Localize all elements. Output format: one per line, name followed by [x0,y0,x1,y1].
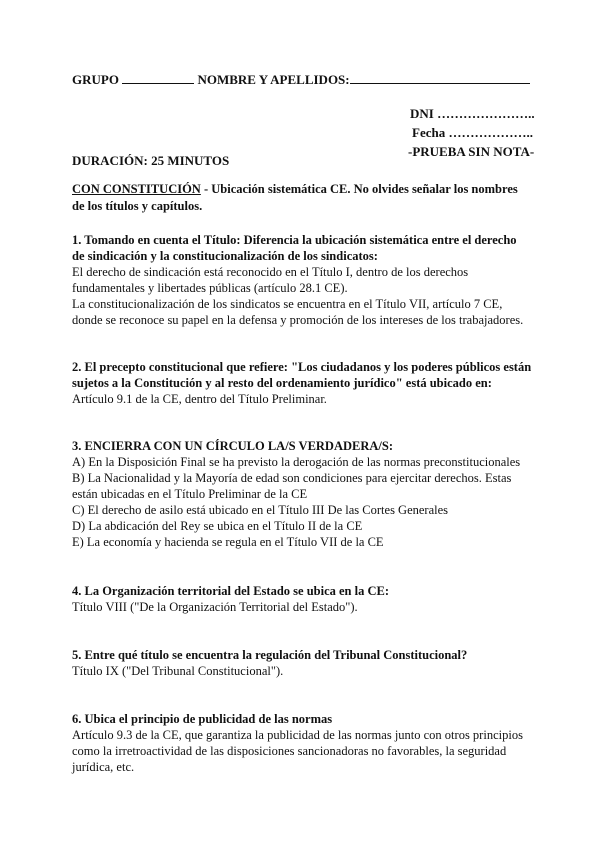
question-3 [72,438,532,550]
option-e[interactable]: E) La economía y hacienda se regula en el Título VII de la CE [72,535,384,549]
question-title: 5. Entre qué título se encuentra la regulación del Tribunal Constitucional? [72,648,468,662]
section-label: CON CONSTITUCIÓN [72,182,201,196]
section-instructions: - Ubicación sistemática CE. No olvides señalar los nombres de los títulos y capítulos. [72,182,518,213]
answer-line: La constitucionalización de los sindicatos se encuentra en el Título VII, artículo 7 CE, donde se reconoce su papel en la defensa y promoción de los intereses de los trabajadores. [72,297,524,327]
question-answer [72,454,532,550]
grupo-blank[interactable] [122,72,194,84]
prueba-line: -PRUEBA SIN NOTA- [408,144,535,159]
option-c[interactable]: C) El derecho de asilo está ubicado en el Título III De las Cortes Generales [72,503,449,517]
question-1 [72,232,532,328]
question-answer [72,391,532,407]
question-6 [72,711,532,775]
answer-line: Artículo 9.3 de la CE, que garantiza la publicidad de las normas junto con otros principios como la irretroactividad de las disposiciones sancionadoras no favorables, la seguridad jurídica, etc. [72,728,523,774]
dni-line: DNI ………………….. [410,106,535,121]
question-answer [72,264,532,328]
grupo-label: GRUPO [72,72,119,87]
answer-line: Título VIII ("De la Organización Territorial del Estado"). [72,600,358,614]
question-title: 2. El precepto constitucional que refiere: "Los ciudadanos y los poderes públicos están sujetos a la Constitución y al resto del ordenamiento jurídico" está ubicado en: [72,360,532,390]
section-intro [72,181,532,215]
meta-block [410,104,535,161]
answer-line: Artículo 9.1 de la CE, dentro del Título Preliminar. [72,392,327,406]
nombre-label: NOMBRE Y APELLIDOS: [197,72,350,87]
question-4 [72,583,532,615]
question-answer [72,663,532,679]
question-title: 4. La Organización territorial del Estado se ubica en la CE: [72,584,389,598]
question-title: 6. Ubica el principio de publicidad de las normas [72,712,333,726]
nombre-blank[interactable] [350,72,530,84]
duration-heading: DURACIÓN: 25 MINUTOS [72,153,230,168]
question-5 [72,647,532,679]
option-a[interactable]: A) En la Disposición Final se ha previsto la derogación de las normas preconstitucionales [72,455,521,469]
answer-line: Título IX ("Del Tribunal Constitucional"). [72,664,284,678]
question-answer [72,727,532,775]
question-title: 1. Tomando en cuenta el Título: Diferencia la ubicación sistemática entre el derecho de sindicación y la constitucionalización de los sindicatos: [72,233,517,263]
option-b[interactable]: B) La Nacionalidad y la Mayoría de edad son condiciones para ejercitar derechos. Estas están ubicadas en el Título Preliminar de la CE [72,471,512,501]
question-answer [72,599,532,615]
fecha-line: Fecha ……………….. [412,125,533,140]
question-2 [72,359,532,407]
question-title: 3. ENCIERRA CON UN CÍRCULO LA/S VERDADERA/S: [72,439,393,453]
answer-line: El derecho de sindicación está reconocido en el Título I, dentro de los derechos fundamentales y libertades públicas (artículo 28.1 CE). [72,265,469,295]
student-header [72,72,530,88]
option-d[interactable]: D) La abdicación del Rey se ubica en el Título II de la CE [72,519,363,533]
